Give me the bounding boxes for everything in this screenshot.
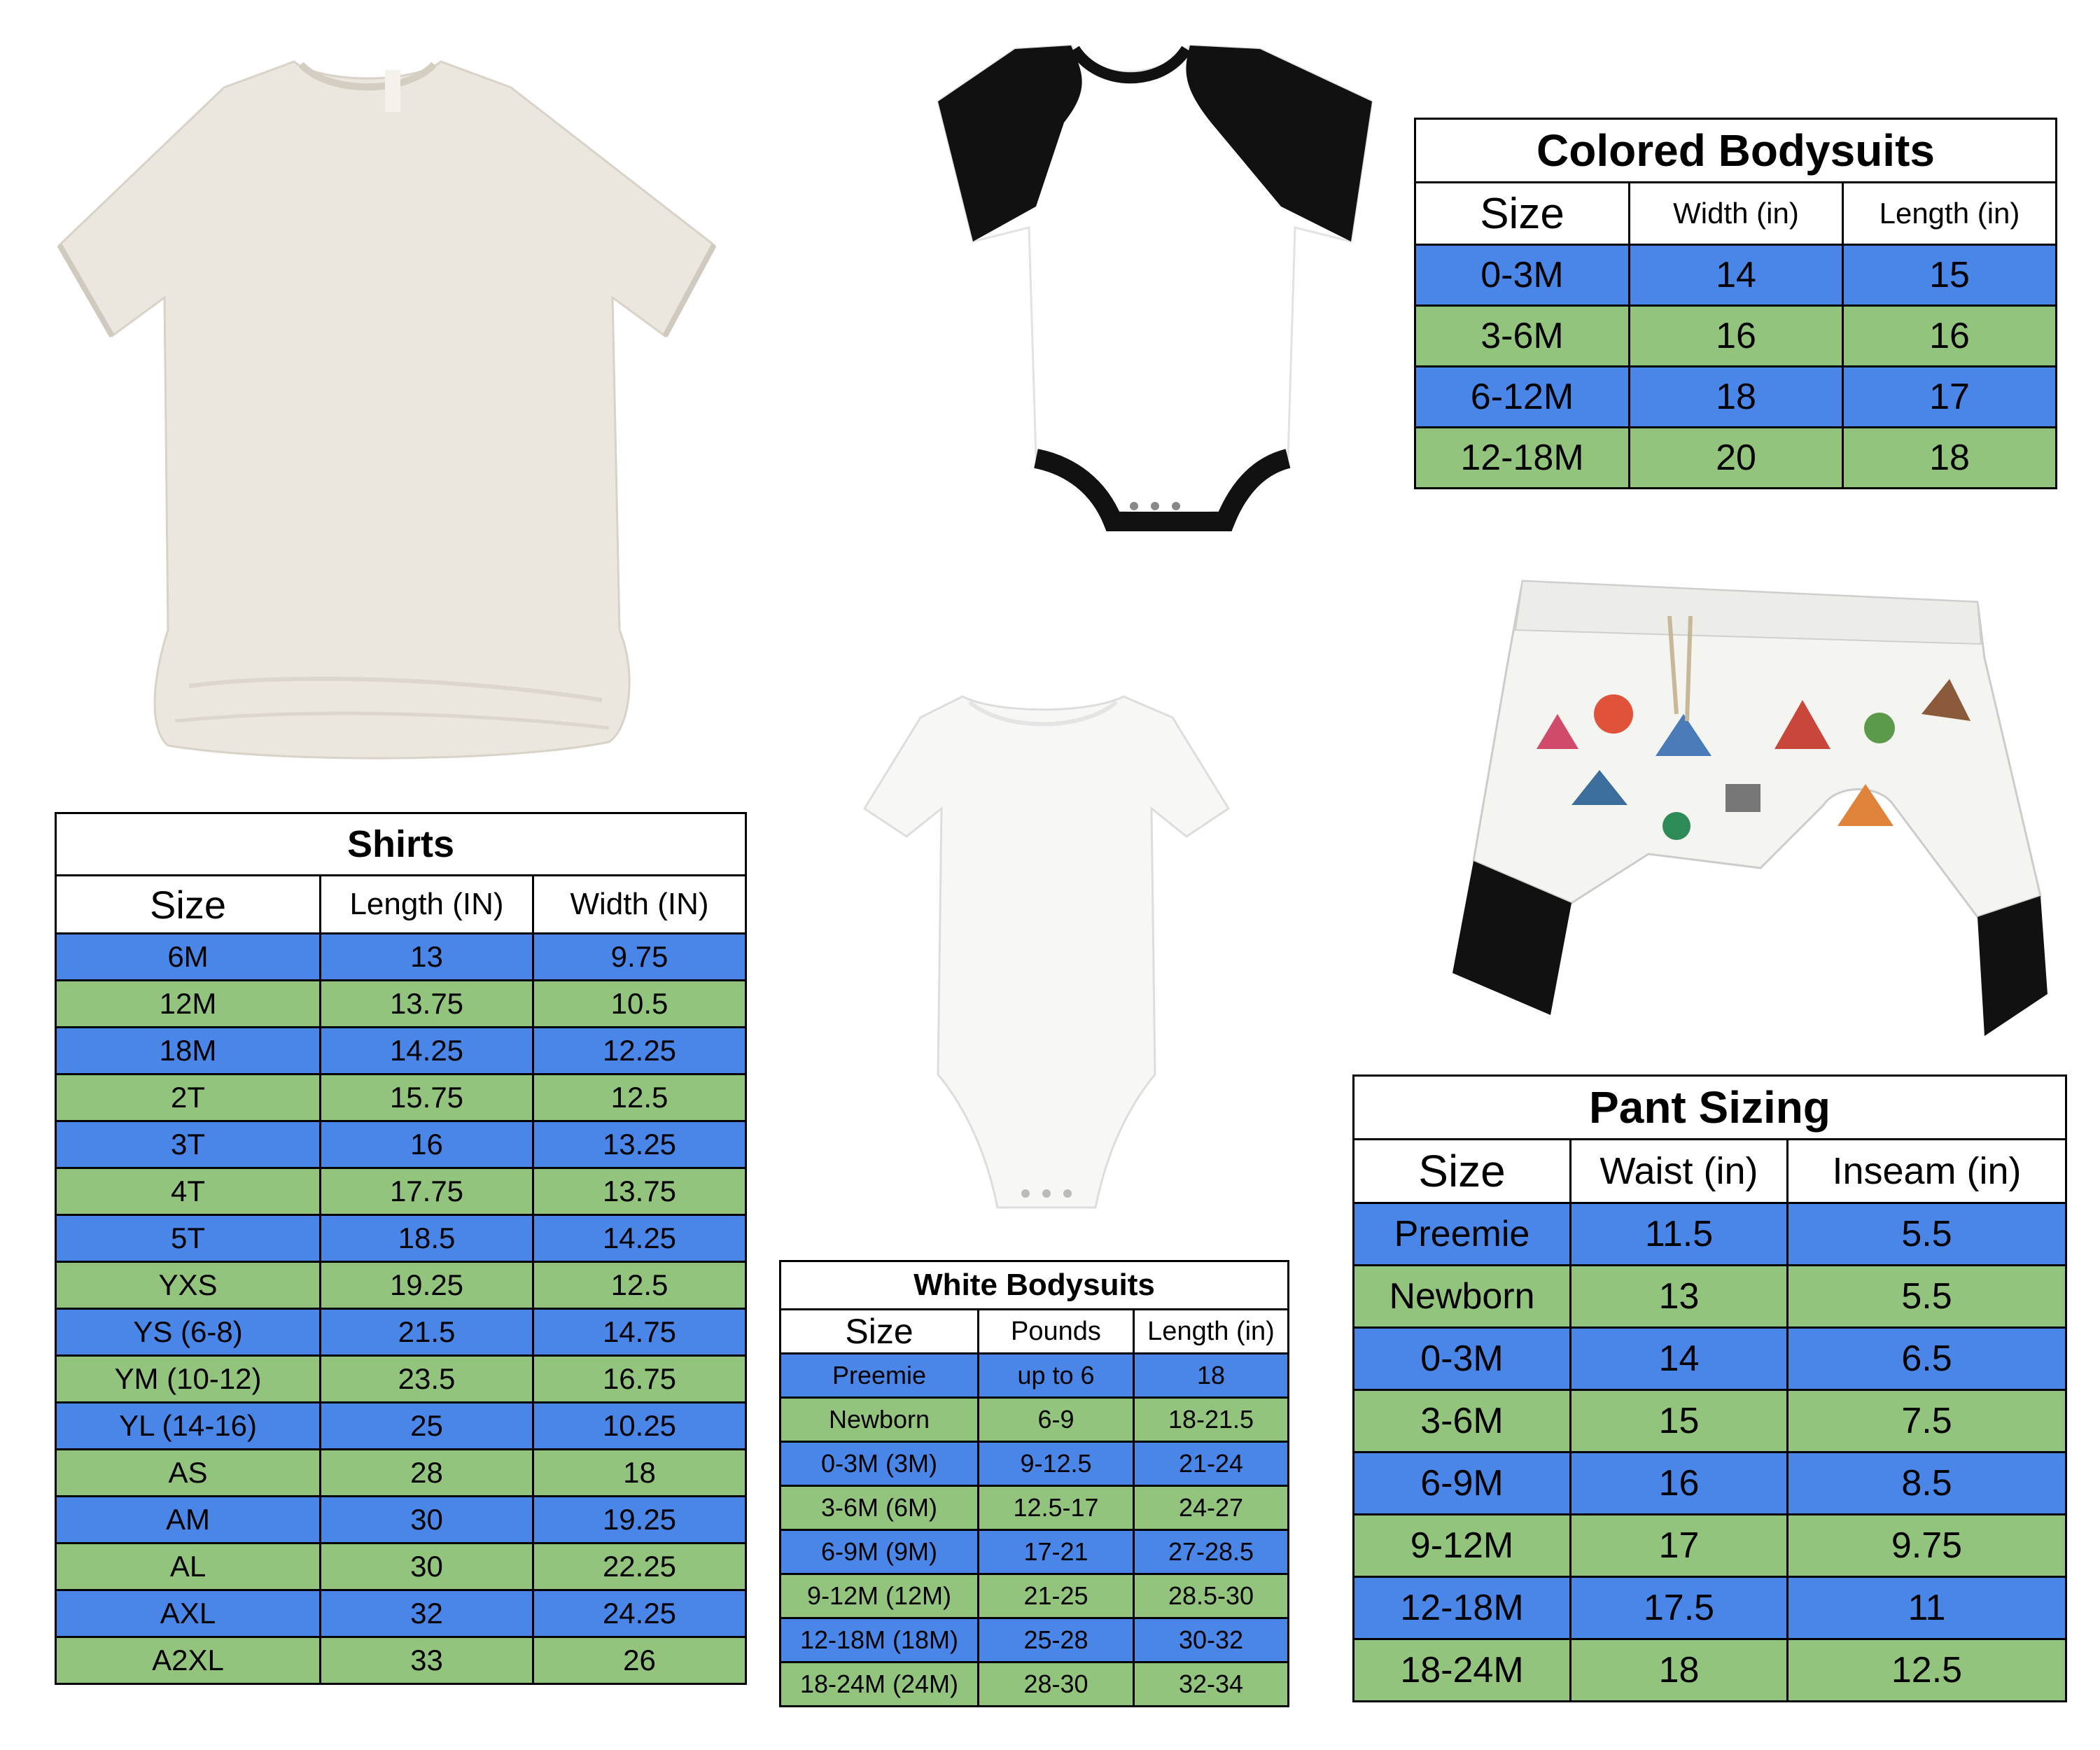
colored-header-width: Width (in)	[1630, 183, 1843, 245]
table-row	[1354, 1266, 2066, 1328]
table-row	[780, 1662, 1289, 1707]
shirts-table-title: Shirts	[56, 813, 746, 876]
width-cell: 24.25	[533, 1590, 746, 1637]
length-cell: 13	[321, 934, 533, 981]
size-cell: 3-6M (6M)	[780, 1486, 979, 1530]
colored-header-length: Length (in)	[1843, 183, 2057, 245]
pounds-cell: 17-21	[979, 1530, 1134, 1574]
table-row	[56, 1168, 746, 1215]
table-row	[56, 1309, 746, 1356]
table-row	[56, 1356, 746, 1403]
size-cell: 18M	[56, 1028, 321, 1074]
size-cell: 3-6M	[1415, 306, 1630, 367]
size-cell: AXL	[56, 1590, 321, 1637]
size-cell: 0-3M	[1354, 1328, 1571, 1390]
pounds-cell: 28-30	[979, 1662, 1134, 1707]
length-cell: 18	[1134, 1354, 1289, 1398]
white-header-size: Size	[780, 1310, 979, 1354]
length-cell: 21-24	[1134, 1442, 1289, 1486]
size-cell: AM	[56, 1497, 321, 1544]
pants-header-inseam: Inseam (in)	[1788, 1140, 2066, 1203]
table-row	[780, 1618, 1289, 1662]
table-row	[1354, 1515, 2066, 1577]
size-cell: 5T	[56, 1215, 321, 1262]
width-cell: 20	[1630, 428, 1843, 489]
width-cell: 22.25	[533, 1544, 746, 1590]
pounds-cell: 9-12.5	[979, 1442, 1134, 1486]
size-cell: 9-12M	[1354, 1515, 1571, 1577]
waist-cell: 16	[1571, 1452, 1788, 1515]
width-cell: 14.25	[533, 1215, 746, 1262]
table-row	[1354, 1639, 2066, 1702]
size-cell: 18-24M (24M)	[780, 1662, 979, 1707]
table-row	[56, 1637, 746, 1684]
inseam-cell: 5.5	[1788, 1266, 2066, 1328]
size-cell: 0-3M (3M)	[780, 1442, 979, 1486]
length-cell: 16	[321, 1121, 533, 1168]
waist-cell: 18	[1571, 1639, 1788, 1702]
size-cell: 12-18M	[1415, 428, 1630, 489]
waist-cell: 17	[1571, 1515, 1788, 1577]
length-cell: 24-27	[1134, 1486, 1289, 1530]
size-cell: A2XL	[56, 1637, 321, 1684]
length-cell: 18	[1843, 428, 2057, 489]
length-cell: 14.25	[321, 1028, 533, 1074]
inseam-cell: 5.5	[1788, 1203, 2066, 1266]
size-cell: Preemie	[1354, 1203, 1571, 1266]
width-cell: 19.25	[533, 1497, 746, 1544]
table-row	[56, 934, 746, 981]
length-cell: 33	[321, 1637, 533, 1684]
pounds-cell: up to 6	[979, 1354, 1134, 1398]
table-row	[56, 1121, 746, 1168]
table-row	[780, 1442, 1289, 1486]
size-cell: 12M	[56, 981, 321, 1028]
waist-cell: 14	[1571, 1328, 1788, 1390]
size-cell: 4T	[56, 1168, 321, 1215]
size-cell: YS (6-8)	[56, 1309, 321, 1356]
size-cell: AS	[56, 1450, 321, 1497]
size-cell: 2T	[56, 1074, 321, 1121]
size-cell: Preemie	[780, 1354, 979, 1398]
length-cell: 17	[1843, 367, 2057, 428]
width-cell: 13.25	[533, 1121, 746, 1168]
table-row	[1415, 367, 2057, 428]
size-cell: YL (14-16)	[56, 1403, 321, 1450]
length-cell: 28.5-30	[1134, 1574, 1289, 1618]
white-bodysuit-image	[858, 690, 1236, 1236]
inseam-cell: 8.5	[1788, 1452, 2066, 1515]
white-header-length: Length (in)	[1134, 1310, 1289, 1354]
table-row	[1415, 428, 2057, 489]
length-cell: 27-28.5	[1134, 1530, 1289, 1574]
table-row	[56, 1074, 746, 1121]
length-cell: 17.75	[321, 1168, 533, 1215]
size-cell: YXS	[56, 1262, 321, 1309]
colored-header-size: Size	[1415, 183, 1630, 245]
table-row	[56, 1403, 746, 1450]
table-row	[780, 1354, 1289, 1398]
pants-header-size: Size	[1354, 1140, 1571, 1203]
width-cell: 18	[1630, 367, 1843, 428]
length-cell: 21.5	[321, 1309, 533, 1356]
pounds-cell: 25-28	[979, 1618, 1134, 1662]
width-cell: 13.75	[533, 1168, 746, 1215]
width-cell: 10.5	[533, 981, 746, 1028]
shirts-header-length: Length (IN)	[321, 876, 533, 934]
width-cell: 14.75	[533, 1309, 746, 1356]
length-cell: 15.75	[321, 1074, 533, 1121]
width-cell: 14	[1630, 245, 1843, 306]
width-cell: 16	[1630, 306, 1843, 367]
length-cell: 19.25	[321, 1262, 533, 1309]
colored-bodysuits-table-title: Colored Bodysuits	[1415, 119, 2057, 183]
table-row	[1415, 306, 2057, 367]
width-cell: 18	[533, 1450, 746, 1497]
table-row	[56, 1028, 746, 1074]
length-cell: 16	[1843, 306, 2057, 367]
waist-cell: 11.5	[1571, 1203, 1788, 1266]
length-cell: 28	[321, 1450, 533, 1497]
width-cell: 12.5	[533, 1262, 746, 1309]
white-header-pounds: Pounds	[979, 1310, 1134, 1354]
length-cell: 23.5	[321, 1356, 533, 1403]
colored-bodysuits-size-table	[1414, 118, 2057, 489]
pants-header-waist: Waist (in)	[1571, 1140, 1788, 1203]
pounds-cell: 21-25	[979, 1574, 1134, 1618]
shirts-header-width: Width (IN)	[533, 876, 746, 934]
length-cell: 32-34	[1134, 1662, 1289, 1707]
width-cell: 16.75	[533, 1356, 746, 1403]
length-cell: 15	[1843, 245, 2057, 306]
table-row	[1354, 1577, 2066, 1639]
table-row	[780, 1574, 1289, 1618]
inseam-cell: 11	[1788, 1577, 2066, 1639]
pant-sizing-table	[1352, 1074, 2067, 1702]
table-row	[780, 1486, 1289, 1530]
size-cell: 6M	[56, 934, 321, 981]
size-cell: 9-12M (12M)	[780, 1574, 979, 1618]
size-cell: YM (10-12)	[56, 1356, 321, 1403]
length-cell: 30-32	[1134, 1618, 1289, 1662]
length-cell: 25	[321, 1403, 533, 1450]
length-cell: 30	[321, 1544, 533, 1590]
table-row	[1354, 1390, 2066, 1452]
size-cell: 12-18M	[1354, 1577, 1571, 1639]
table-row	[1354, 1203, 2066, 1266]
inseam-cell: 12.5	[1788, 1639, 2066, 1702]
size-cell: 0-3M	[1415, 245, 1630, 306]
length-cell: 32	[321, 1590, 533, 1637]
tshirt-image	[49, 56, 721, 770]
waist-cell: 15	[1571, 1390, 1788, 1452]
size-cell: 6-12M	[1415, 367, 1630, 428]
table-row	[56, 1262, 746, 1309]
table-row	[56, 1590, 746, 1637]
shirts-size-table	[55, 812, 747, 1685]
waist-cell: 13	[1571, 1266, 1788, 1328]
length-cell: 13.75	[321, 981, 533, 1028]
table-row	[56, 981, 746, 1028]
width-cell: 9.75	[533, 934, 746, 981]
table-row	[56, 1215, 746, 1262]
size-cell: 6-9M (9M)	[780, 1530, 979, 1574]
width-cell: 26	[533, 1637, 746, 1684]
width-cell: 12.25	[533, 1028, 746, 1074]
size-cell: 3T	[56, 1121, 321, 1168]
inseam-cell: 7.5	[1788, 1390, 2066, 1452]
waist-cell: 17.5	[1571, 1577, 1788, 1639]
table-row	[780, 1398, 1289, 1442]
width-cell: 10.25	[533, 1403, 746, 1450]
inseam-cell: 9.75	[1788, 1515, 2066, 1577]
raglan-bodysuit-image	[931, 38, 1379, 570]
length-cell: 18.5	[321, 1215, 533, 1262]
length-cell: 18-21.5	[1134, 1398, 1289, 1442]
size-cell: 12-18M (18M)	[780, 1618, 979, 1662]
size-cell: AL	[56, 1544, 321, 1590]
table-row	[56, 1450, 746, 1497]
table-row	[1415, 245, 2057, 306]
table-row	[56, 1544, 746, 1590]
table-row	[56, 1497, 746, 1544]
white-bodysuits-table-title: White Bodysuits	[780, 1261, 1289, 1310]
size-cell: 6-9M	[1354, 1452, 1571, 1515]
shirts-header-size: Size	[56, 876, 321, 934]
size-cell: Newborn	[780, 1398, 979, 1442]
table-row	[1354, 1328, 2066, 1390]
pant-sizing-table-title: Pant Sizing	[1354, 1076, 2066, 1140]
inseam-cell: 6.5	[1788, 1328, 2066, 1390]
national-parks-pants-image	[1446, 574, 2062, 1050]
pounds-cell: 12.5-17	[979, 1486, 1134, 1530]
size-cell: 3-6M	[1354, 1390, 1571, 1452]
table-row	[1354, 1452, 2066, 1515]
width-cell: 12.5	[533, 1074, 746, 1121]
size-cell: Newborn	[1354, 1266, 1571, 1328]
length-cell: 30	[321, 1497, 533, 1544]
size-cell: 18-24M	[1354, 1639, 1571, 1702]
table-row	[780, 1530, 1289, 1574]
white-bodysuits-size-table	[779, 1260, 1289, 1707]
pounds-cell: 6-9	[979, 1398, 1134, 1442]
